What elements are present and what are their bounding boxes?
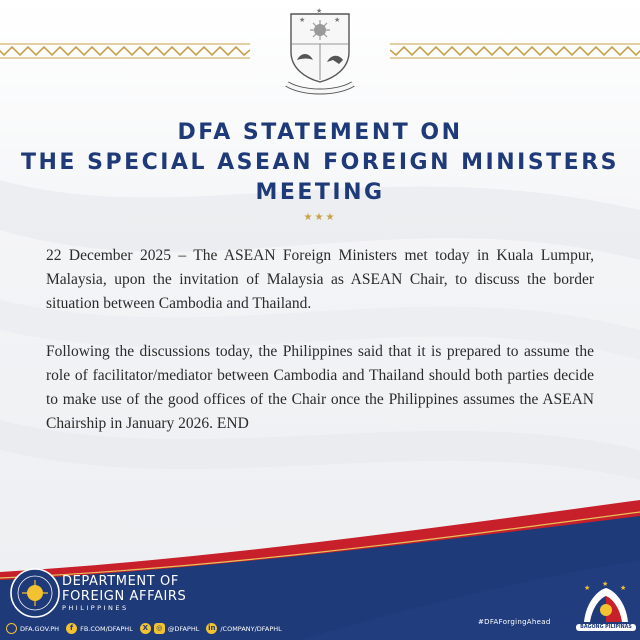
facebook-link[interactable] — [66, 623, 133, 634]
statement-paragraph-2: Following the discussions today, the Philippines said that it is prepared to assume the role of facilitator/mediator between Cambodia and Thailand should both parties decide to make use of the good offices of the Chair once the Philippines assumes the ASEAN Chairship in January 2026. END — [46, 343, 594, 432]
instagram-icon: ◎ — [154, 623, 165, 634]
philippine-coat-of-arms — [283, 8, 357, 96]
gold-ornament-left — [0, 40, 250, 62]
title-line-3: MEETING — [255, 180, 385, 205]
svg-text:★: ★ — [620, 584, 627, 592]
website-label: DFA.GOV.PH — [20, 624, 60, 633]
svg-text:★: ★ — [299, 16, 306, 24]
x-instagram-link[interactable] — [140, 623, 200, 634]
dept-line-3: PHILIPPINES — [62, 604, 129, 612]
facebook-icon: f — [66, 623, 77, 634]
facebook-label: FB.COM/DFAPHL — [80, 624, 133, 633]
svg-text:★: ★ — [602, 580, 609, 588]
three-stars-divider: ★★★ — [303, 212, 337, 223]
title-line-1: DFA STATEMENT ON — [177, 120, 463, 145]
website-link[interactable] — [6, 623, 59, 634]
svg-text:★: ★ — [334, 16, 341, 24]
linkedin-link[interactable] — [206, 623, 281, 634]
svg-text:★: ★ — [316, 8, 323, 15]
dept-line-1: DEPARTMENT OF — [62, 574, 179, 589]
title-line-2: THE SPECIAL ASEAN FOREIGN MINISTERS — [21, 150, 619, 175]
hashtag: #DFAForgingAhead — [478, 618, 551, 626]
social-links — [6, 623, 289, 634]
statement-title — [20, 118, 620, 208]
globe-icon — [6, 623, 17, 634]
bagong-pilipinas-logo — [580, 580, 632, 624]
statement-body — [46, 244, 594, 460]
statement-paragraph-1: 22 December 2025 – The ASEAN Foreign Ministers met today in Kuala Lumpur, Malaysia, upon the invitation of Malaysia as ASEAN Chair, to discuss the border situation between Cambodia and Thailand. — [46, 247, 594, 312]
dept-line-2: FOREIGN AFFAIRS — [62, 589, 187, 604]
linkedin-label: /COMPANY/DFAPHL — [220, 624, 282, 633]
linkedin-icon: in — [208, 624, 216, 632]
department-name — [62, 574, 186, 613]
bagong-pilipinas-label: BAGONG PILIPINAS — [576, 624, 636, 631]
svg-text:★: ★ — [584, 584, 591, 592]
gold-ornament-right — [390, 40, 640, 62]
dfa-seal-icon — [10, 568, 60, 618]
x-icon: X — [140, 623, 151, 634]
handle-label: @DFAPHL — [167, 624, 200, 633]
